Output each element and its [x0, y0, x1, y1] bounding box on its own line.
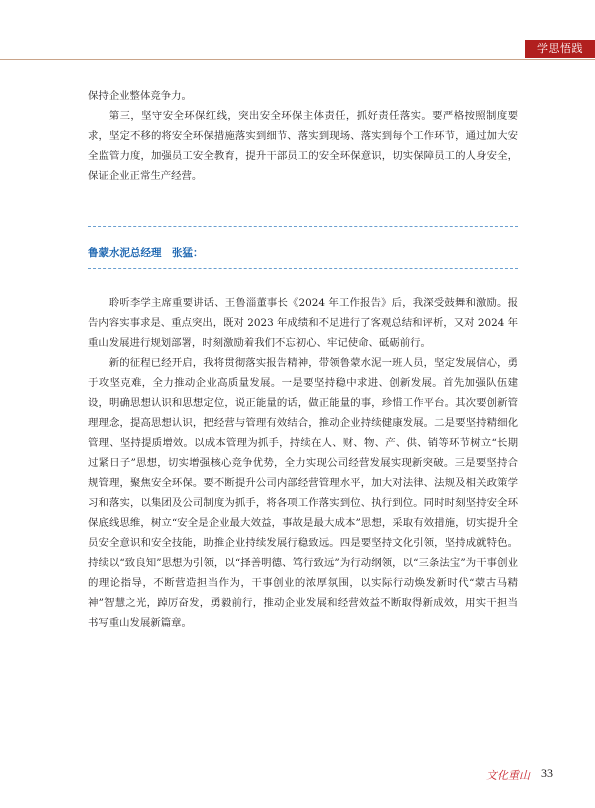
paragraph-opening: 聆听李学主席重要讲话、王鲁淄董事长《2024 年工作报告》后，我深受鼓舞和激励。报告内容实事求是、重点突出，既对 2023 年成绩和不足进行了客观总结和评析，又对 2024 年重山发展进行规划部署，时刻激励着我们不忘初心、牢记使命、砥砺前行。 — [88, 297, 518, 349]
page-number: 33 — [541, 766, 553, 780]
speaker-heading: 鲁蒙水泥总经理 张猛： — [88, 247, 204, 259]
section-divider-bottom — [88, 268, 518, 269]
paragraph-third-point: 第三，坚守安全环保红线，突出安全环保主体责任，抓好责任落实。要严格按照制度要求，坚定不移的将安全环保措施落实到细节、落实到现场、落实到每个工作环节，通过加大安全监管力度，加强员工安全教育，提升干部员工的安全环保意识，切实保障员工的人身安全，保证企业正常生产经营。 — [88, 110, 518, 182]
paragraph-continuation: 保持企业整体竞争力。 — [88, 90, 192, 102]
magazine-logo: 文化重山 — [486, 769, 530, 782]
speech-text-block — [88, 293, 518, 633]
section-divider-top — [88, 226, 518, 227]
paragraph-plan: 新的征程已经开启，我将贯彻落实报告精神，带领鲁蒙水泥一班人员，坚定发展信心，勇于攻坚克难，全力推动企业高质量发展。一是要坚持稳中求进、创新发展。首先加强队伍建设，明确思想认识和思想定位，说正能量的话，做正能量的事，珍惜工作平台。其次要创新管理理念，提高思想认识，把经营与管理有效结合，推动企业持续健康发展。二是要坚持精细化管理、坚持提质增效。以成本管理为抓手，持续在人、财、物、产、供、销等环节树立“长期过紧日子”思想，切实增强核心竞争优势，全力实现公司经营发展实现新突破。三是要坚持合规管理，聚焦安全环保。要不断提升公司内部经营管理水平，加大对法律、法规及相关政策学习和落实，以集团及公司制度为抓手，将各项工作落实到位、执行到位。同时时刻坚持安全环保底线思维，树立“安全是企业最大效益，事故是最大成本”思想，采取有效措施，切实提升全员安全意识和安全技能，助推企业持续发展行稳致远。四是要坚持文化引领，坚持成就特色。持续以“致良知”思想为引领，以“择善明德、笃行致远”为行动纲领，以“三条法宝”为干事创业的理论指导，不断营造担当作为，干事创业的浓厚氛围，以实际行动焕发新时代“蒙古马精神”智慧之光，踔厉奋发，勇毅前行，推动企业发展和经营效益不断取得新成效，用实干担当书写重山发展新篇章。 — [88, 357, 518, 629]
section-tag: 学思悟践 — [525, 40, 595, 58]
header-divider — [0, 59, 595, 60]
intro-text-block — [88, 86, 518, 186]
